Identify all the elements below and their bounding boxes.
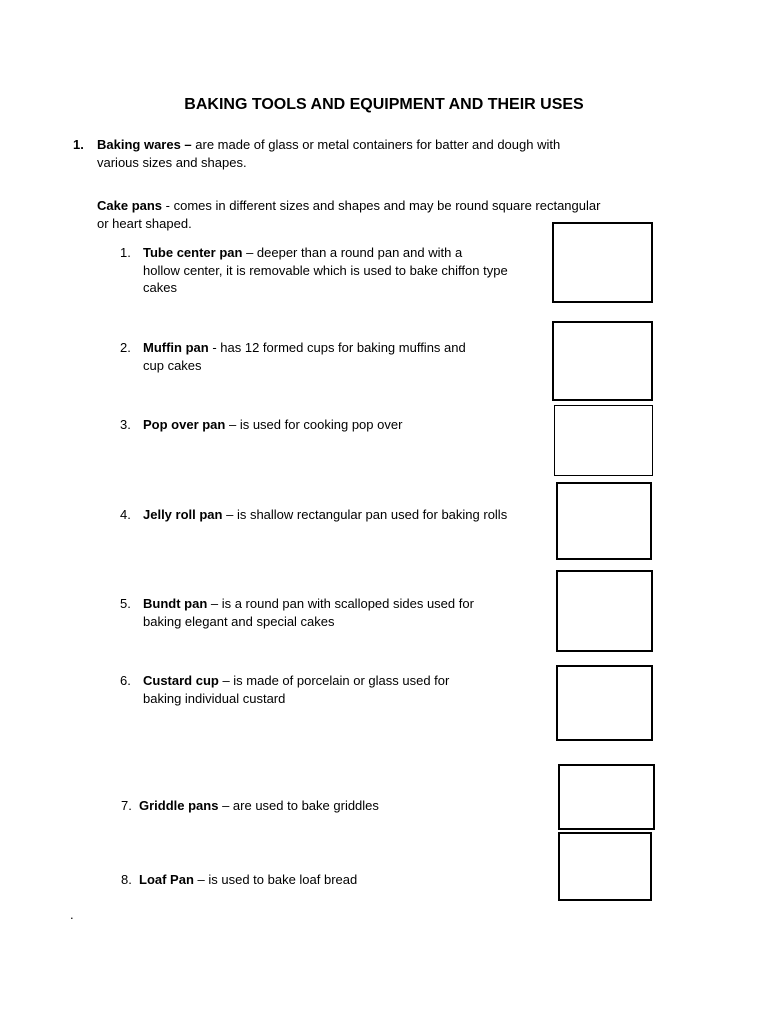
item-number: 6.	[120, 673, 131, 688]
item-name: Tube center pan	[143, 245, 243, 260]
cake-pans-desc-line1: - comes in different sizes and shapes and may be round square rectangular	[162, 198, 601, 213]
item-desc: - has 12 formed cups for baking muffins and	[208, 340, 466, 355]
item-name: Jelly roll pan	[143, 507, 223, 522]
image-placeholder-box	[554, 405, 653, 476]
item-name: Muffin pan	[143, 340, 209, 355]
image-placeholder-box	[556, 482, 652, 560]
list-item	[143, 672, 505, 707]
item-desc-line2: hollow center, it is removable which is used to bake chiffon type	[143, 262, 508, 278]
section-number: 1.	[73, 137, 84, 152]
list-item	[143, 506, 553, 524]
item-desc-line3: cakes	[143, 280, 177, 295]
list-item	[143, 244, 545, 297]
item-desc: – is used to bake loaf bread	[193, 872, 358, 887]
item-desc: – is made of porcelain or glass used for	[218, 673, 450, 688]
list-item	[143, 416, 543, 434]
item-desc: – deeper than a round pan and with a	[242, 245, 463, 260]
section-baking-wares	[97, 136, 657, 171]
list-item	[143, 595, 543, 630]
item-number: 7.	[121, 798, 132, 813]
image-placeholder-box	[552, 222, 653, 303]
page-title: BAKING TOOLS AND EQUIPMENT AND THEIR USES	[184, 96, 584, 113]
item-name: Custard cup	[143, 673, 219, 688]
item-number: 4.	[120, 507, 131, 522]
item-name: Bundt pan	[143, 596, 208, 611]
section-heading: Baking wares –	[97, 137, 192, 152]
image-placeholder-box	[552, 321, 653, 401]
item-number: 2.	[120, 340, 131, 355]
list-item	[139, 797, 539, 815]
image-placeholder-box	[556, 665, 653, 741]
image-placeholder-box	[558, 832, 652, 901]
item-desc: – is used for cooking pop over	[225, 417, 403, 432]
item-desc: – is a round pan with scalloped sides used for	[207, 596, 474, 611]
section-desc-line1: are made of glass or metal containers for batter and dough with	[191, 137, 561, 152]
image-placeholder-box	[556, 570, 653, 652]
item-desc-line2: cup cakes	[143, 357, 202, 373]
item-name: Loaf Pan	[139, 872, 194, 887]
item-number: 8.	[121, 872, 132, 887]
item-number: 1.	[120, 245, 131, 260]
item-name: Griddle pans	[139, 798, 219, 813]
cake-pans-desc-line2: or heart shaped.	[97, 215, 192, 231]
cake-pans-heading: Cake pans	[97, 198, 163, 213]
item-number: 3.	[120, 417, 131, 432]
item-desc: – is shallow rectangular pan used for baking rolls	[222, 507, 508, 522]
item-desc-line2: baking individual custard	[143, 690, 286, 706]
list-item	[139, 871, 539, 889]
item-desc: – are used to bake griddles	[218, 798, 379, 813]
item-name: Pop over pan	[143, 417, 226, 432]
section-desc-line2: various sizes and shapes.	[97, 154, 247, 170]
item-number: 5.	[120, 596, 131, 611]
image-placeholder-box	[558, 764, 655, 830]
list-item	[143, 339, 520, 374]
footer-dot: .	[70, 907, 74, 922]
item-desc-line2: baking elegant and special cakes	[143, 613, 335, 629]
